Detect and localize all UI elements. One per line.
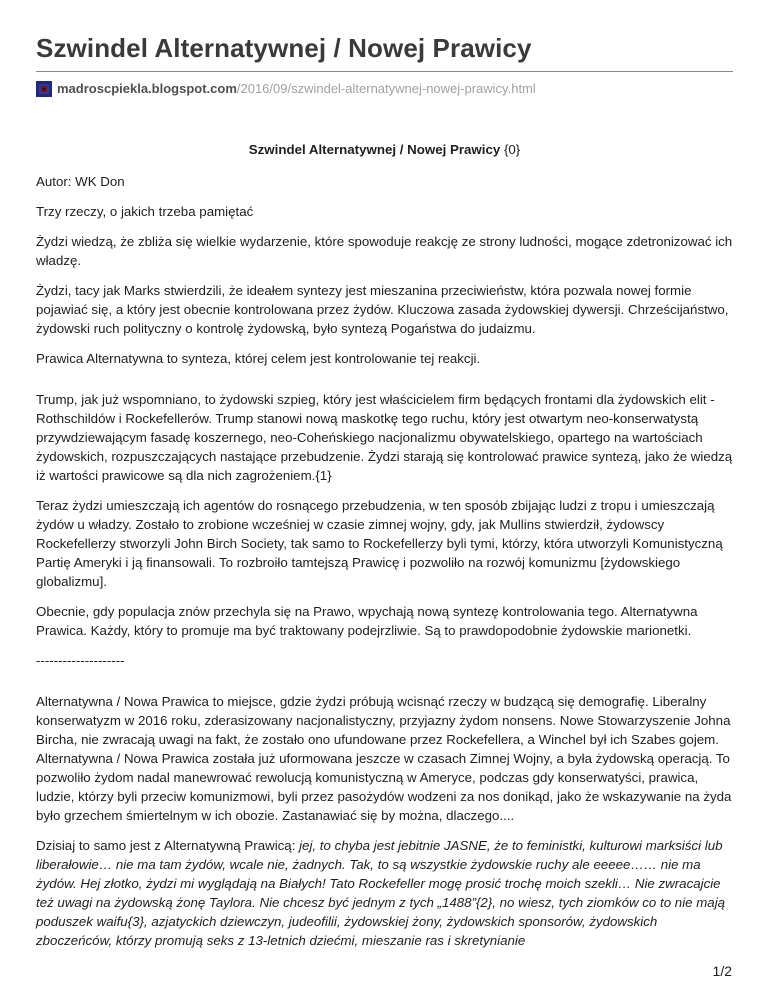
- article-heading: [36, 140, 733, 159]
- source-domain-link[interactable]: madroscpiekla.blogspot.com: [57, 81, 237, 96]
- article-heading-title: Szwindel Alternatywnej / Nowej Prawicy: [248, 142, 501, 157]
- paragraph-8: [36, 836, 733, 950]
- blog-favicon-icon: [36, 81, 52, 97]
- page-title: Szwindel Alternatywnej / Nowej Prawicy: [36, 33, 532, 63]
- paragraph-7: Alternatywna / Nowa Prawica to miejsce, gdzie żydzi próbują wcisnąć rzeczy w budzącą się demografię. Liberalny konserwatyzm w 2016 roku, zderasizowany nacjonalistyczny, przyjazny żydom nonsens. Nowe Stowarzyszenie Johna Bircha, nie zwracają uwagi na fakt, że zostało ono ufundowane przez Rockefellera, a Winchel był ich Szabes gojem. Alternatywna / Nowa Prawica została już uformowana jeszcze w czasach Zimnej Wojny, a była żydowską operacją. To pozwoliło żydom nadal manewrować rewolucją komunistyczną w Ameryce, podczas gdy konserwatyści, prawica, ludzie, którzy byli przeciw komunizmowi, byli przez pasożydów wodzeni za nos donikąd, jako że wskazywanie na żyda było grzechem śmiertelnym w ich obozie. Zastanawiać się by można, dlaczego....: [36, 694, 732, 823]
- page-number: 1/2: [712, 963, 732, 979]
- article-body: [36, 140, 733, 950]
- paragraph-4: Trump, jak już wspomniano, to żydowski szpieg, który jest właścicielem firm będących frontami dla żydowskich elit - Rothschildów i Rockefellerów. Trump stanowi nową maskotkę tego ruchu, który jest otwartym neo-konserwatystą przywdziewającym fasadę koszernego, neo-Coheńskiego nacjonalizmu obywatelskiego, opartego na wartościach żydowskich, rozpuszczających nastające przebudzenie. Żydzi starają się kontrolować prawice syntezą, jako że wiedzą iż wartości prawicowe są dla nich zagrożeniem.{1}: [36, 392, 733, 483]
- paragraph-2: Żydzi, tacy jak Marks stwierdzili, że ideałem syntezy jest mieszanina przeciwieństw, która pozwala nowej formie pojawiać się, a który jest obecnie kontrolowana przez żydów. Kluczowa zasada żydowskiej dywersji. Chrześcijaństwo, żydowski ruch polityczny o kontrolę żydowską, było syntezą Pogaństwa do judaizmu.: [36, 283, 729, 336]
- source-path-link[interactable]: /2016/09/szwindel-alternatywnej-nowej-prawicy.html: [236, 81, 536, 96]
- document-page: [36, 0, 733, 961]
- paragraph-8-italic: jej, to chyba jest jebitnie JASNE, że to feministki, kulturowi marksiści lub liberałowie… nie ma tam żydów, wcale nie, żadnych. Tak, to są wszystkie żydowskie ruchy ale eeeee…… nie ma żydów. Hej złotko, żydzi mi wyglądają na Białych! Tato Rockefeller mogę prosić trochę moich szekli… Nie zwracajcie też uwagi na żydowską żonę Taylora. Nie chcesz być jednym z tych „1488”{2}, no wiesz, tych ziomków co to nie mają poduszek waifu{3}, azjatyckich dziewczyn, judeofilii, żydowskiej żony, żydowskich sponsorów, żydowskich zboczeńców, którzy promują seks z 13-letnich dziećmi, mieszanie ras i skretynianie: [36, 838, 726, 948]
- intro-paragraph: Trzy rzeczy, o jakich trzeba pamiętać: [36, 204, 254, 219]
- paragraph-1: Żydzi wiedzą, że zbliża się wielkie wydarzenie, które spowoduje reakcję ze strony ludności, mogące zdetronizować ich władzę.: [36, 234, 733, 268]
- paragraph-8-lead: Dzisiaj to samo jest z Alternatywną Prawicą:: [36, 838, 296, 853]
- title-divider: [36, 71, 733, 72]
- paragraph-5: Teraz żydzi umieszczają ich agentów do rosnącego przebudzenia, w ten sposób zbijając ludzi z tropu i umieszczają żydów u władzy. Zostało to zrobione wcześniej w czasie zimnej wojny, gdy, jak Mullins stwierdził, żydowscy Rockefellerzy stworzyli John Birch Society, tak samo to Rockefellerzy byli tymi, którzy, która utworzyli Komunistyczną Partię Ameryki i ją finansowali. To rozbroiło tamtejszą Prawicę i pozwoliło na rozwój komunizmu [żydowskiego globalizmu].: [36, 498, 723, 589]
- author-line: Autor: WK Don: [36, 174, 125, 189]
- paragraph-6: Obecnie, gdy populacja znów przechyla się na Prawo, wpychają nową syntezę kontrolowania tego. Alternatywna Prawica. Każdy, który to promuje ma być traktowany podejrzliwie. Są to prawdopodobnie żydowskie marionetki.: [36, 604, 698, 638]
- article-heading-ref: {0}: [503, 142, 521, 157]
- paragraph-3: Prawica Alternatywna to synteza, której celem jest kontrolowanie tej reakcji.: [36, 351, 481, 366]
- section-separator: --------------------: [36, 653, 125, 668]
- source-line: [36, 81, 733, 97]
